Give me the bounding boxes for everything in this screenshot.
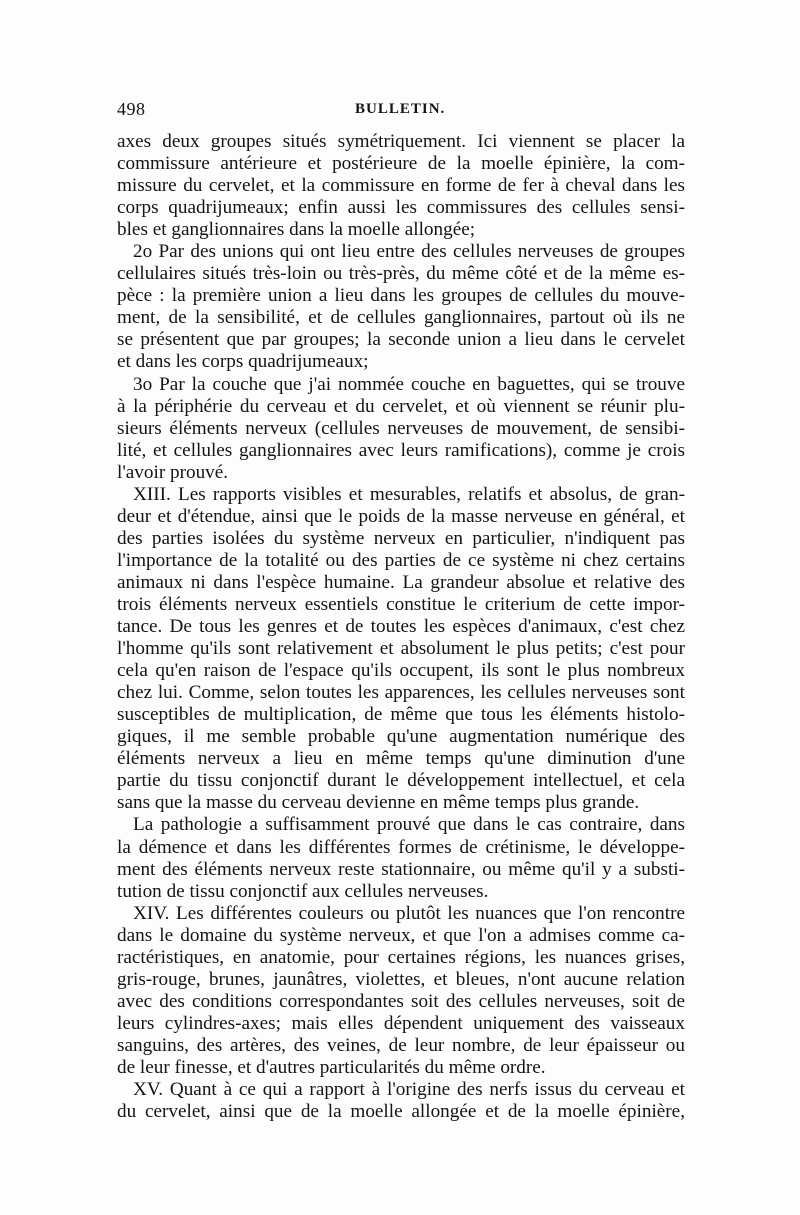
text-line: commissure antérieure et postérieure de la moelle épinière, la com- xyxy=(117,153,685,175)
page-header xyxy=(117,96,685,122)
text-line: éléments nerveux a lieu en même temps qu'une diminution d'une xyxy=(117,748,685,770)
text-line: cellulaires situés très-loin ou très-près, du même côté et de la même es- xyxy=(117,263,685,285)
text-line: leurs cylindres-axes; mais elles dépendent uniquement des vaisseaux xyxy=(117,1012,685,1034)
text-line: pèce : la première union a lieu dans les groupes de cellules du mouve- xyxy=(117,285,685,307)
text-line: sans que la masse du cerveau devienne en même temps plus grande. xyxy=(117,792,640,814)
text-line: dans le domaine du système nerveux, et que l'on a admises comme ca- xyxy=(117,924,685,946)
text-line: chez lui. Comme, selon toutes les apparences, les cellules nerveuses sont xyxy=(117,682,685,704)
text-line: avec des conditions correspondantes soit des cellules nerveuses, soit de xyxy=(117,990,685,1012)
text-line: l'homme qu'ils sont relativement et absolument le plus petits; c'est pour xyxy=(117,638,685,660)
text-line: la démence et dans les différentes formes de crétinisme, le développe- xyxy=(117,836,685,858)
text-line: XIII. Les rapports visibles et mesurables, relatifs et absolus, de gran- xyxy=(133,483,685,505)
text-line: et dans les corps quadrijumeaux; xyxy=(117,351,369,373)
text-line: La pathologie a suffisamment prouvé que dans le cas contraire, dans xyxy=(133,814,685,836)
text-line: se présentent que par groupes; la seconde union a lieu dans le cervelet xyxy=(117,329,685,351)
text-line: 2o Par des unions qui ont lieu entre des cellules nerveuses de groupes xyxy=(133,241,685,263)
text-line: tance. De tous les genres et de toutes les espèces d'animaux, c'est chez xyxy=(117,616,685,638)
text-line: du cervelet, ainsi que de la moelle allongée et de la moelle épinière, xyxy=(117,1101,685,1123)
text-line: susceptibles de multiplication, de même que tous les éléments histolo- xyxy=(117,704,685,726)
text-line: giques, il me semble probable qu'une augmentation numérique des xyxy=(117,726,685,748)
text-line: gris-rouge, brunes, jaunâtres, violettes, et bleues, n'ont aucune relation xyxy=(117,968,685,990)
text-line: à la périphérie du cerveau et du cervelet, et où viennent se réunir plu- xyxy=(117,395,685,417)
text-line: de leur finesse, et d'autres particularités du même ordre. xyxy=(117,1056,546,1078)
text-line: partie du tissu conjonctif durant le développement intellectuel, et cela xyxy=(117,770,685,792)
text-line: lité, et cellules ganglionnaires avec leurs ramifications), comme je crois xyxy=(117,439,685,461)
text-line: ractéristiques, en anatomie, pour certaines régions, les nuances grises, xyxy=(117,946,685,968)
text-line: ment, de la sensibilité, et de cellules ganglionnaires, partout où ils ne xyxy=(117,307,685,329)
text-line: XIV. Les différentes couleurs ou plutôt les nuances que l'on rencontre xyxy=(133,902,685,924)
text-line: trois éléments nerveux essentiels constitue le criterium de cette impor- xyxy=(117,593,685,615)
text-line: sieurs éléments nerveux (cellules nerveuses de mouvement, de sensibi- xyxy=(117,417,685,439)
text-line: sanguins, des artères, des veines, de leur nombre, de leur épaisseur ou xyxy=(117,1034,685,1056)
text-line: corps quadrijumeaux; enfin aussi les commissures des cellules sensi- xyxy=(117,197,685,219)
page-number: 498 xyxy=(117,99,146,119)
text-line: tution de tissu conjonctif aux cellules nerveuses. xyxy=(117,880,489,902)
body-text xyxy=(117,131,685,1123)
text-line: bles et ganglionnaires dans la moelle allongée; xyxy=(117,219,476,241)
text-line: missure du cervelet, et la commissure en forme de fer à cheval dans les xyxy=(117,175,685,197)
text-line: 3o Par la couche que j'ai nommée couche en baguettes, qui se trouve xyxy=(133,373,685,395)
text-line: cela qu'en raison de l'espace qu'ils occupent, ils sont le plus nombreux xyxy=(117,660,685,682)
running-head: BULLETIN. xyxy=(355,101,446,117)
text-line: axes deux groupes situés symétriquement. Ici viennent se placer la xyxy=(117,131,685,152)
text-line: animaux ni dans l'espèce humaine. La grandeur absolue et relative des xyxy=(117,571,685,593)
text-line: l'importance de la totalité ou des parties de ce système ni chez certains xyxy=(117,549,685,571)
text-line: deur et d'étendue, ainsi que le poids de la masse nerveuse en général, et xyxy=(117,505,685,527)
text-line: XV. Quant à ce qui a rapport à l'origine des nerfs issus du cerveau et xyxy=(133,1079,685,1101)
text-line: l'avoir prouvé. xyxy=(117,461,229,483)
text-line: ment des éléments nerveux reste stationnaire, ou même qu'il y a substi- xyxy=(117,858,685,880)
text-line: des parties isolées du système nerveux en particulier, n'indiquent pas xyxy=(117,527,685,549)
